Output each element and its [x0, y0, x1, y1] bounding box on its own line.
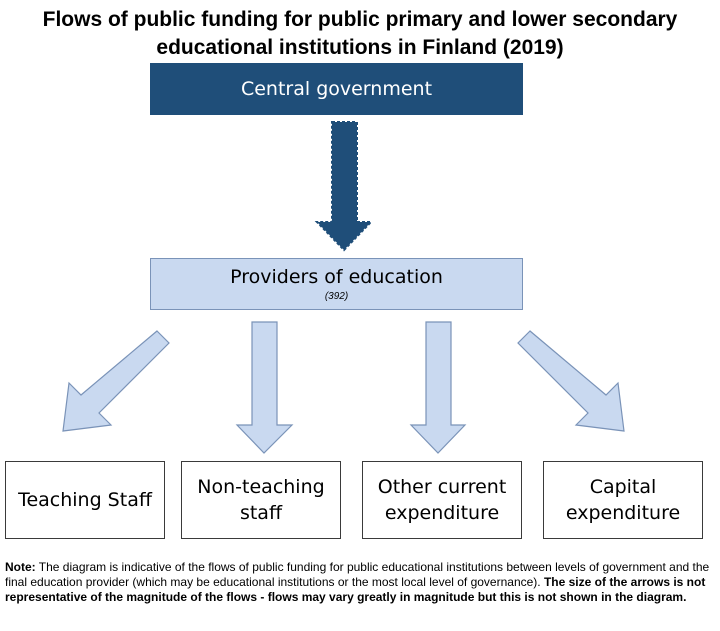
- other-current-label-line-2: expenditure: [384, 502, 500, 524]
- providers-to-capital-arrow: [518, 331, 624, 431]
- note-label: Note:: [5, 560, 36, 574]
- central-government-label: Central government: [240, 78, 433, 100]
- other-current-expenditure-box: [362, 461, 522, 539]
- capital-expenditure-box: [543, 461, 703, 539]
- providers-of-education-box: [150, 258, 523, 310]
- note-bold-text: The size of the arrows is not representative of the magnitude of the flows - flows may vary greatly in magnitude but this is not shown in the diagram.: [5, 575, 706, 604]
- capital-label-line-1: Capital: [589, 476, 657, 498]
- non-teaching-label-line-2: staff: [239, 502, 283, 524]
- non-teaching-staff-box: [181, 461, 341, 539]
- diagram-note: [5, 560, 717, 605]
- providers-count: (392): [324, 291, 349, 302]
- title-line-1: Flows of public funding for public primary and lower secondary: [42, 8, 678, 31]
- providers-to-other-current-arrow: [411, 322, 465, 453]
- teaching-staff-box: [5, 461, 165, 539]
- note-text: The diagram is indicative of the flows of public funding for public educational institutions between levels of government and the final education provider (which may be educational institutions or the most local level of governance).: [5, 560, 710, 589]
- other-current-label-line-1: Other current: [377, 476, 507, 498]
- non-teaching-label-line-1: Non-teaching: [197, 476, 325, 498]
- teaching-staff-label: Teaching Staff: [18, 489, 152, 511]
- central-to-providers-arrow: [317, 122, 371, 250]
- capital-label-line-2: expenditure: [565, 502, 681, 524]
- providers-to-teaching-staff-arrow: [63, 331, 169, 431]
- providers-to-non-teaching-arrow: [237, 322, 292, 453]
- providers-label: Providers of education: [230, 266, 443, 288]
- central-government-box: [150, 63, 523, 115]
- title-line-2: educational institutions in Finland (2019): [156, 36, 564, 59]
